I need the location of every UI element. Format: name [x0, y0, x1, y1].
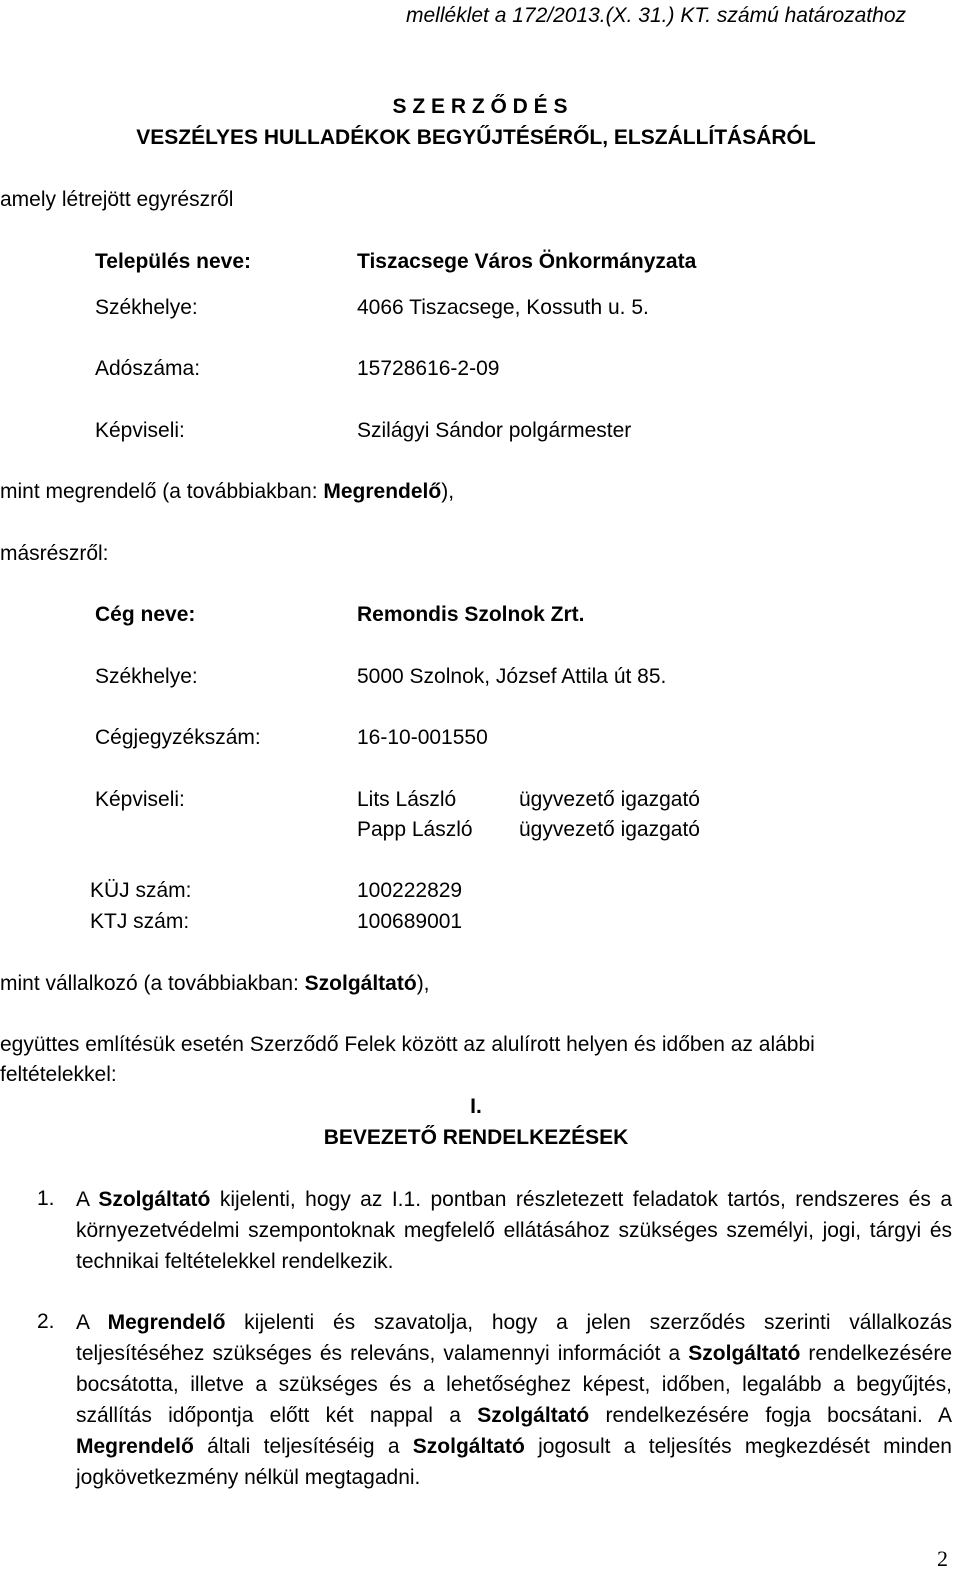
- together-paragraph: együttes említésük esetén Szerződő Felek között az alulírott helyen és időben az alábbi feltételekkel:: [0, 1033, 815, 1086]
- party1-role: [0, 479, 454, 505]
- party2-rep2-title: ügyvezető igazgató: [519, 818, 700, 841]
- party1-tax-value: 15728616-2-09: [357, 357, 500, 380]
- item-2-part-7: rendelkezésére fogja bocsátani. A: [589, 1404, 952, 1427]
- party1-rep-label: Képviseli:: [95, 419, 185, 442]
- party2-rep1-title: ügyvezető igazgató: [519, 788, 700, 811]
- document-subtitle: VESZÉLYES HULLADÉKOK BEGYŰJTÉSÉRŐL, ELSZÁLLÍTÁSÁRÓL: [136, 126, 816, 149]
- item-2-part-11: jogosult a teljesítés megkezdését minden jogkövetkezmény nélkül megtagadni.: [76, 1435, 952, 1489]
- page-number: 2: [937, 1546, 948, 1571]
- item-2-part-3: kijelenti és szavatolja, hogy a jelen szerződés szerinti vállalkozás teljesítéséhez szükséges és releváns, valamennyi információt a: [76, 1311, 953, 1365]
- party1-seat-value: 4066 Tiszacsege, Kossuth u. 5.: [357, 296, 649, 319]
- party2-kuj-value: 100222829: [357, 879, 463, 902]
- item-2-part-4: Szolgáltató: [688, 1342, 801, 1365]
- party1-role-prefix: mint megrendelő (a továbbiakban:: [0, 480, 324, 503]
- item-2-part-6: Szolgáltató: [477, 1404, 590, 1427]
- party1-tax-label: Adószáma:: [95, 357, 201, 380]
- item-2-text: [76, 1307, 952, 1493]
- party1-role-suffix: ),: [441, 480, 455, 503]
- party2-role-prefix: mint vállalkozó (a továbbiakban:: [0, 972, 305, 995]
- party1-rep-value: Szilágyi Sándor polgármester: [357, 419, 632, 442]
- item-1-part-2: Szolgáltató: [98, 1188, 211, 1211]
- item-2-part-8: Megrendelő: [76, 1435, 194, 1458]
- party2-name-value: Remondis Szolnok Zrt.: [357, 603, 585, 626]
- item-2-number: 2.: [37, 1310, 55, 1333]
- other-side-text: másrészről:: [0, 542, 109, 565]
- item-1-part-1: A: [76, 1188, 99, 1211]
- party2-seat-value: 5000 Szolnok, József Attila út 85.: [357, 665, 667, 688]
- annex-note: melléklet a 172/2013.(X. 31.) KT. számú határozathoz: [406, 4, 907, 27]
- party2-role-suffix: ),: [416, 972, 430, 995]
- party2-seat-label: Székhelye:: [95, 665, 198, 688]
- item-2-part-9: általi teljesítéséig a: [193, 1435, 413, 1458]
- party1-name-label: Település neve:: [95, 250, 252, 273]
- section-title: BEVEZETŐ RENDELKEZÉSEK: [323, 1126, 629, 1149]
- party2-reg-label: Cégjegyzékszám:: [95, 726, 261, 749]
- party1-seat-label: Székhelye:: [95, 296, 198, 319]
- party1-name-value: Tiszacsege Város Önkormányzata: [357, 250, 697, 273]
- item-1-number: 1.: [37, 1187, 55, 1210]
- item-2-part-5: rendelkezésére bocsátotta, illetve a szükséges és a lehetőséghez képest, időben, legalább a begyűjtés, szállítás időpontja előtt két nappal a: [76, 1342, 952, 1427]
- intro-text: amely létrejött egyrészről: [0, 188, 234, 211]
- party1-role-name: Megrendelő: [323, 480, 442, 503]
- item-2-part-2: Megrendelő: [107, 1311, 226, 1334]
- party2-kuj-label: KÜJ szám:: [90, 879, 192, 902]
- party2-reg-value: 16-10-001550: [357, 726, 488, 749]
- item-1-part-3: kijelenti, hogy az I.1. pontban részletezett feladatok tartós, rendszeres és a környezetvédelmi szempontoknak megfelelő ellátásához szükséges személyi, jogi, tárgyi és technikai feltételekkel rendelkezik.: [76, 1188, 952, 1273]
- party2-ktj-value: 100689001: [357, 910, 463, 933]
- section-number: I.: [470, 1095, 482, 1118]
- party2-rep2-name: Papp László: [357, 818, 473, 841]
- party2-rep1-name: Lits László: [357, 788, 457, 811]
- item-2-part-1: A: [76, 1311, 108, 1334]
- party2-role: [0, 971, 430, 997]
- item-1-text: [76, 1184, 952, 1277]
- document-title: S Z E R Z Ő D É S: [392, 95, 568, 118]
- party2-rep-label: Képviseli:: [95, 788, 185, 811]
- item-2-part-10: Szolgáltató: [412, 1435, 525, 1458]
- party2-name-label: Cég neve:: [95, 603, 196, 626]
- party2-role-name: Szolgáltató: [304, 972, 417, 995]
- party2-ktj-label: KTJ szám:: [90, 910, 190, 933]
